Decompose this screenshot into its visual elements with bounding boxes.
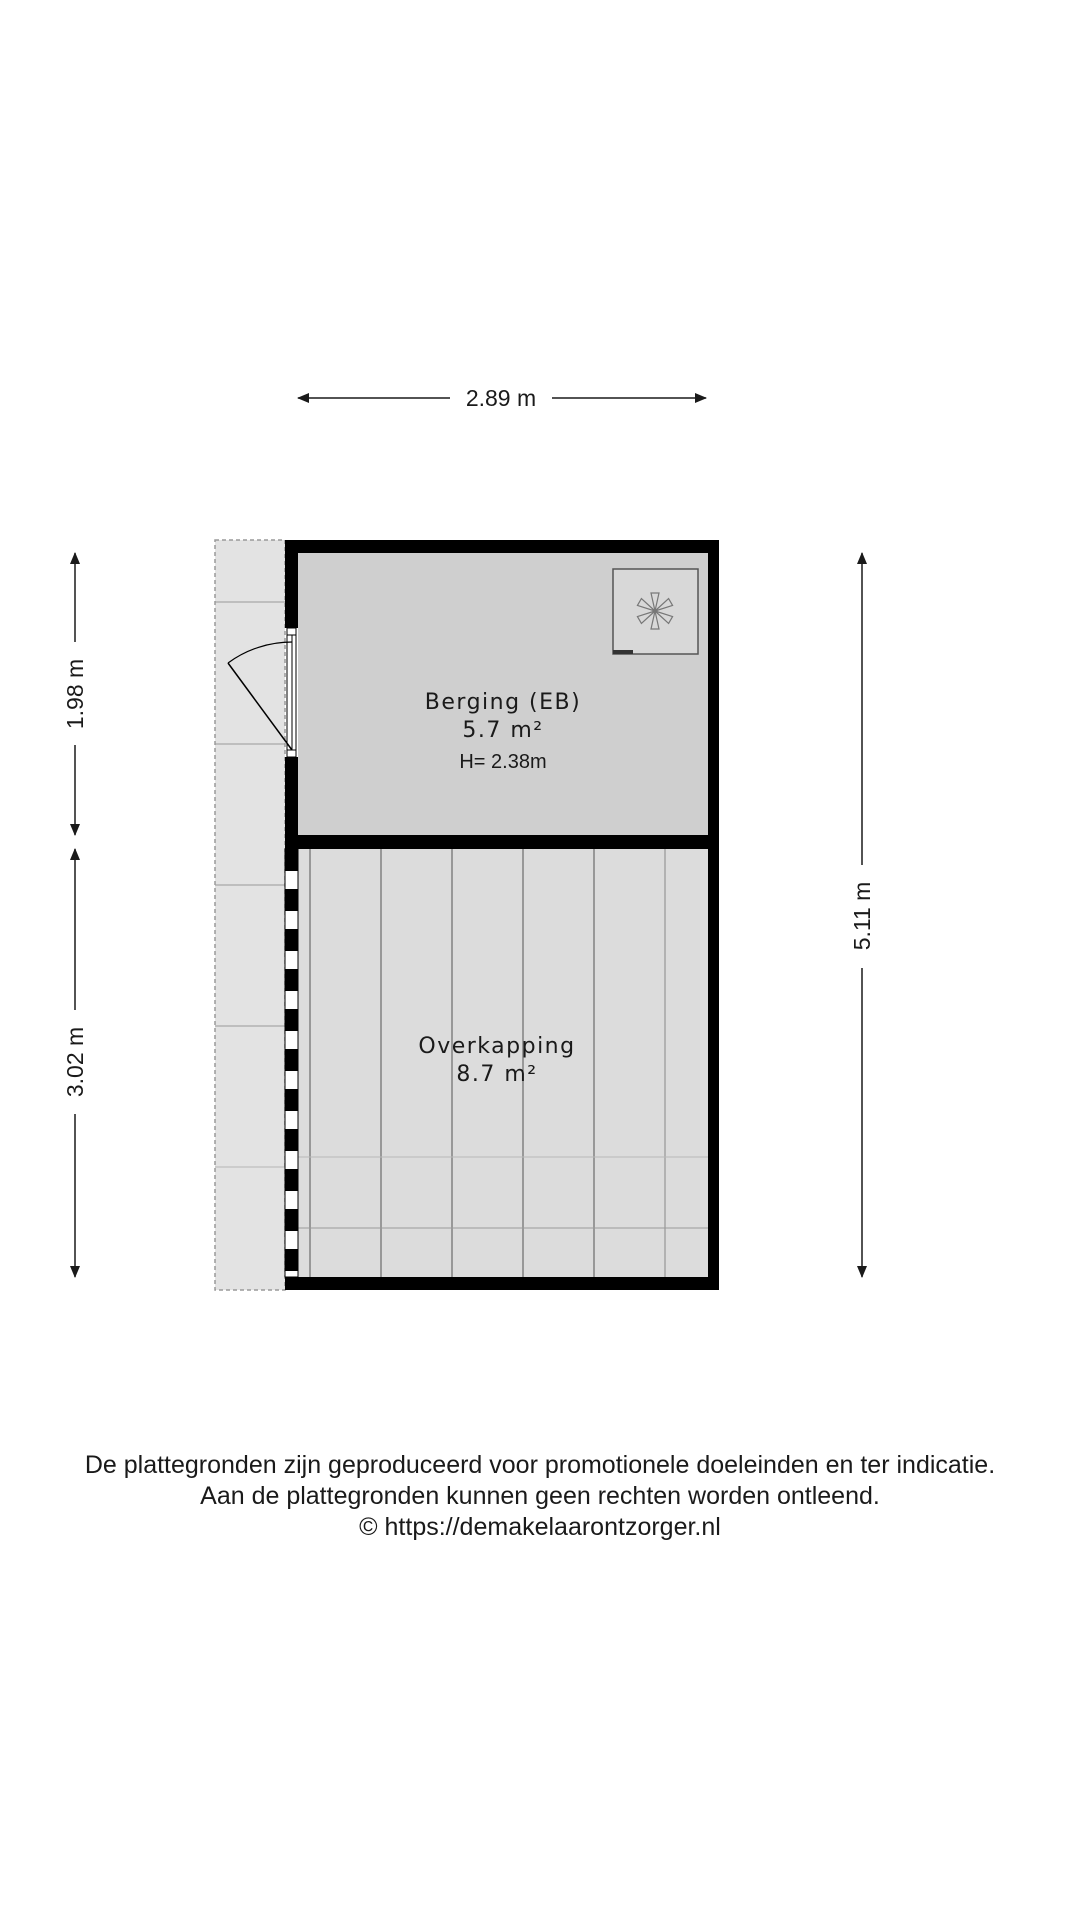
canopy-open-side [285,849,298,1277]
room-height-berging: H= 2.38m [459,751,547,773]
room-name-overkapping: Overkapping [418,1034,576,1059]
outside-paving [215,540,285,1290]
room-area-berging: 5.7 m² [462,718,544,743]
dimension-width-top-label: 2.89 m [465,385,537,411]
room-name-berging: Berging (EB) [424,690,582,715]
disclaimer-line-1: De plattegronden zijn geproduceerd voor promotionele doeleinden en ter indicatie. [84,1451,996,1479]
disclaimer [0,1450,1080,1543]
dimension-width-top [298,385,706,411]
dimension-left-lower-label: 3.02 m [62,1026,88,1098]
room-area-overkapping: 8.7 m² [456,1062,538,1087]
disclaimer-line-3: © https://demakelaarontzorger.nl [359,1513,721,1541]
dimension-left-upper-label: 1.98 m [62,658,88,730]
dimension-right-total-label: 5.11 m [849,881,875,951]
dimension-left-lower [62,849,88,1277]
dimension-right-total [849,553,875,1277]
dimension-left-upper [62,553,88,835]
ventilator-icon [613,569,698,654]
disclaimer-line-2: Aan de plattegronden kunnen geen rechten worden ontleend. [200,1482,880,1510]
